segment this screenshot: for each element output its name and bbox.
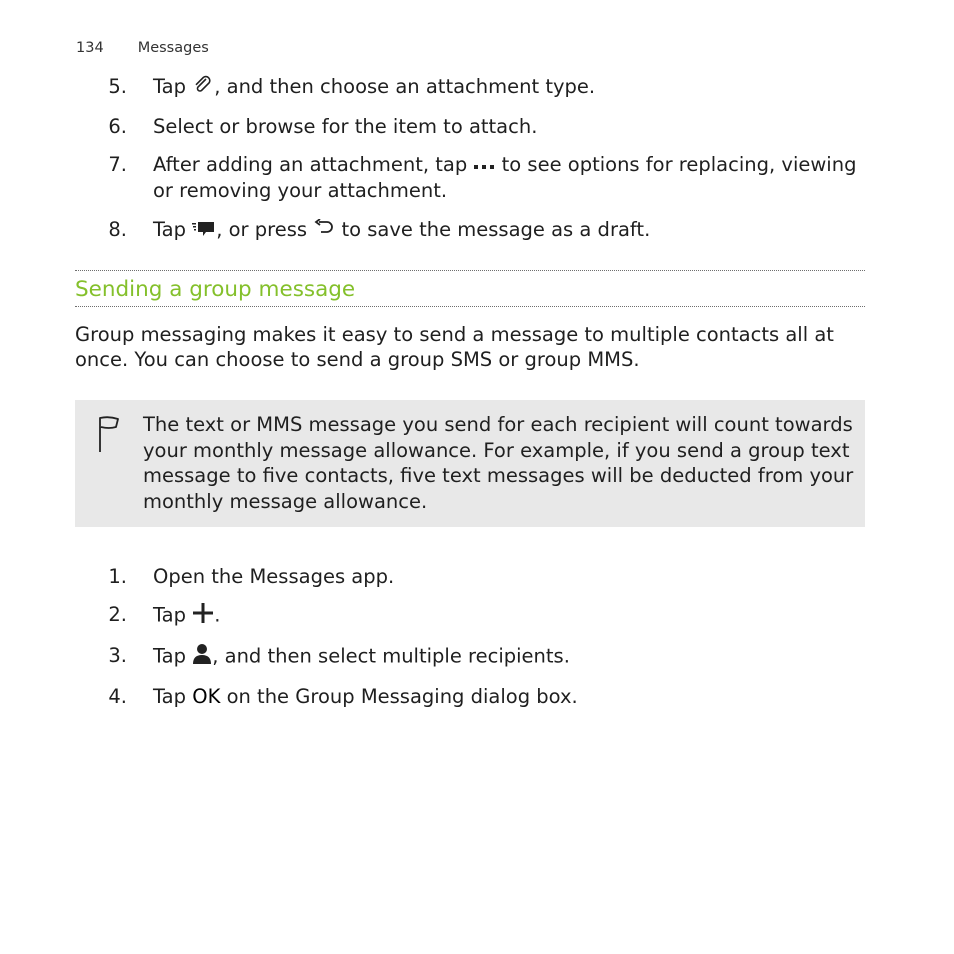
step-number: 2.	[108, 603, 127, 626]
step-text: Tap	[153, 644, 187, 668]
list-item	[75, 643, 865, 671]
steps-list-top	[75, 74, 865, 243]
more-dots-icon	[473, 153, 495, 178]
step-text: on the Group Messaging dialog box.	[226, 685, 578, 708]
section-heading: Sending a group message	[75, 277, 356, 302]
step-number: 1.	[108, 565, 127, 588]
step-text: to save the message as a draft.	[341, 217, 651, 241]
step-text: Select or browse for the item to attach.	[153, 114, 538, 138]
list-item	[75, 564, 865, 589]
step-text: to see options for replacing, viewing or removing your attachment.	[153, 152, 857, 202]
steps-list-bottom	[75, 564, 865, 709]
step-number: 6.	[108, 114, 127, 138]
page-header	[76, 40, 209, 56]
step-text: Tap	[153, 75, 187, 98]
step-text: After adding an attachment, tap	[153, 152, 468, 176]
step-text: Tap	[153, 685, 187, 708]
heading-rule-top	[75, 270, 865, 271]
intro-paragraph: Group messaging makes it easy to send a message to multiple contacts all at once. You can choose to send a group SMS or group MMS.	[75, 323, 834, 371]
step-text: , or press	[216, 217, 308, 241]
step-text: Tap	[153, 603, 187, 627]
save-draft-icon	[192, 218, 216, 243]
list-item	[75, 602, 865, 630]
heading-rule-bottom	[75, 306, 865, 307]
note-text: The text or MMS message you send for each recipient will count towards your monthly message allowance. For example, if you send a group text message to five contacts, five text messages will be deducted from your monthly message allowance.	[143, 413, 854, 513]
paperclip-icon	[192, 75, 214, 101]
list-item	[75, 217, 865, 243]
list-item	[75, 74, 865, 101]
section-name: Messages	[137, 40, 209, 56]
ok-label: OK	[192, 685, 221, 708]
step-text: , and then select multiple recipients.	[212, 644, 570, 668]
step-number: 5.	[108, 75, 127, 98]
step-number: 4.	[108, 685, 127, 708]
flag-icon	[97, 415, 121, 459]
step-number: 7.	[108, 152, 127, 176]
step-text: Open the Messages app.	[153, 565, 395, 588]
person-icon	[192, 643, 212, 671]
step-text: Tap	[153, 217, 187, 241]
note-box	[75, 400, 865, 527]
step-number: 8.	[108, 217, 127, 241]
back-icon	[313, 218, 335, 243]
list-item	[75, 152, 865, 203]
step-text: , and then choose an attachment type.	[214, 75, 596, 98]
page-number: 134	[76, 40, 104, 56]
list-item	[75, 114, 865, 139]
list-item	[75, 684, 865, 709]
step-text: .	[214, 603, 221, 627]
step-number: 3.	[108, 644, 127, 667]
plus-icon	[192, 602, 214, 630]
